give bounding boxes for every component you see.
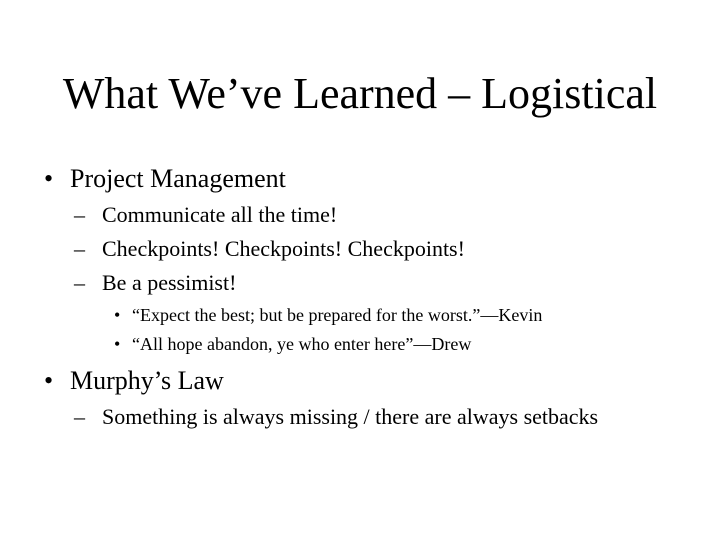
dash-marker: –	[74, 236, 85, 261]
bullet-text: Murphy’s Law	[70, 366, 224, 395]
sub-item-text: Checkpoints! Checkpoints! Checkpoints!	[102, 236, 465, 261]
bullet-marker: •	[114, 334, 121, 354]
quote-text: “All hope abandon, ye who enter here”—Drew	[132, 334, 472, 354]
dash-marker: –	[74, 404, 85, 429]
sub-item-text: Be a pessimist!	[102, 270, 237, 295]
dash-marker: –	[74, 202, 85, 227]
bullet-marker: •	[114, 305, 121, 325]
dash-marker: –	[74, 270, 85, 295]
bullet-marker: •	[44, 164, 54, 193]
slide-title: What We’ve Learned – Logistical	[62, 69, 658, 118]
sub-item-text: Communicate all the time!	[102, 202, 338, 227]
bullet-text: Project Management	[70, 164, 286, 193]
sub-item-text: Something is always missing / there are always setbacks	[102, 404, 599, 429]
quote-text: “Expect the best; but be prepared for the worst.”—Kevin	[132, 305, 543, 325]
bullet-marker: •	[44, 366, 54, 395]
